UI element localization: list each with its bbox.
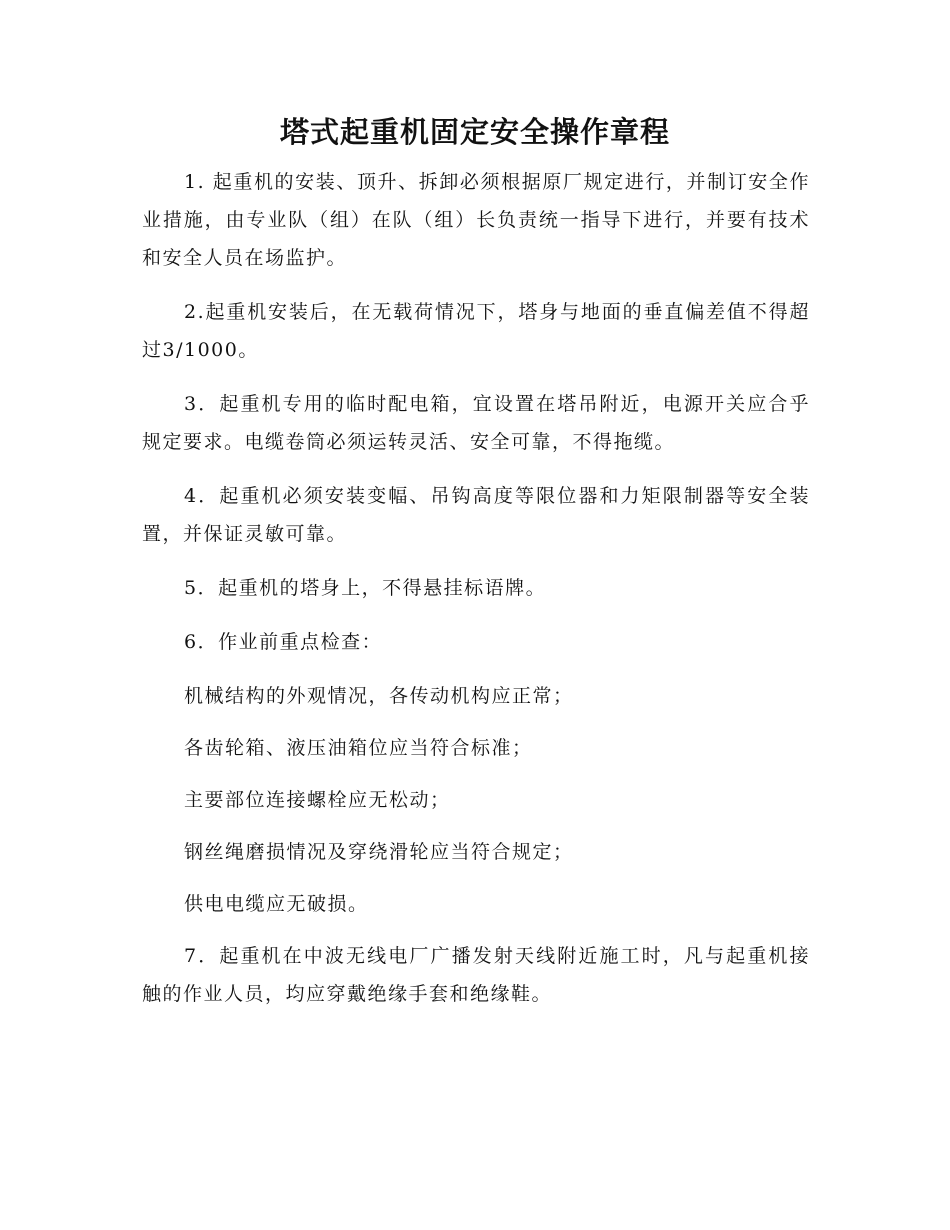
- paragraph-1: 1. 起重机的安装、顶升、拆卸必须根据原厂规定进行，并制订安全作业措施，由专业队（组）在队（组）长负责统一指导下进行，并要有技术和安全人员在场监护。: [142, 171, 810, 269]
- document-title: 塔式起重机固定安全操作章程: [279, 115, 670, 149]
- paragraph-4: 4．起重机必须安装变幅、吊钩高度等限位器和力矩限制器等安全装置，并保证灵敏可靠。: [142, 485, 810, 545]
- check-item-5: 供电电缆应无破损。: [184, 893, 369, 915]
- check-item-2: 各齿轮箱、液压油箱位应当符合标准；: [184, 737, 533, 759]
- paragraph-5: 5．起重机的塔身上，不得悬挂标语牌。: [184, 577, 547, 599]
- check-item-1: 机械结构的外观情况，各传动机构应正常；: [184, 685, 574, 707]
- document-body: [142, 163, 810, 1029]
- paragraph-2: 2.起重机安装后，在无载荷情况下，塔身与地面的垂直偏差值不得超过3/1000。: [142, 301, 810, 361]
- paragraph-7: 7．起重机在中波无线电厂广播发射天线附近施工时，凡与起重机接触的作业人员，均应穿戴绝缘手套和绝缘鞋。: [142, 945, 810, 1005]
- check-item-3: 主要部位连接螺栓应无松动；: [184, 789, 451, 811]
- check-item-4: 钢丝绳磨损情况及穿绕滑轮应当符合规定；: [184, 841, 574, 863]
- paragraph-6: 6．作业前重点检查：: [184, 631, 383, 653]
- paragraph-3: 3．起重机专用的临时配电箱，宜设置在塔吊附近，电源开关应合乎规定要求。电缆卷筒必须运转灵活、安全可靠，不得拖缆。: [142, 393, 810, 453]
